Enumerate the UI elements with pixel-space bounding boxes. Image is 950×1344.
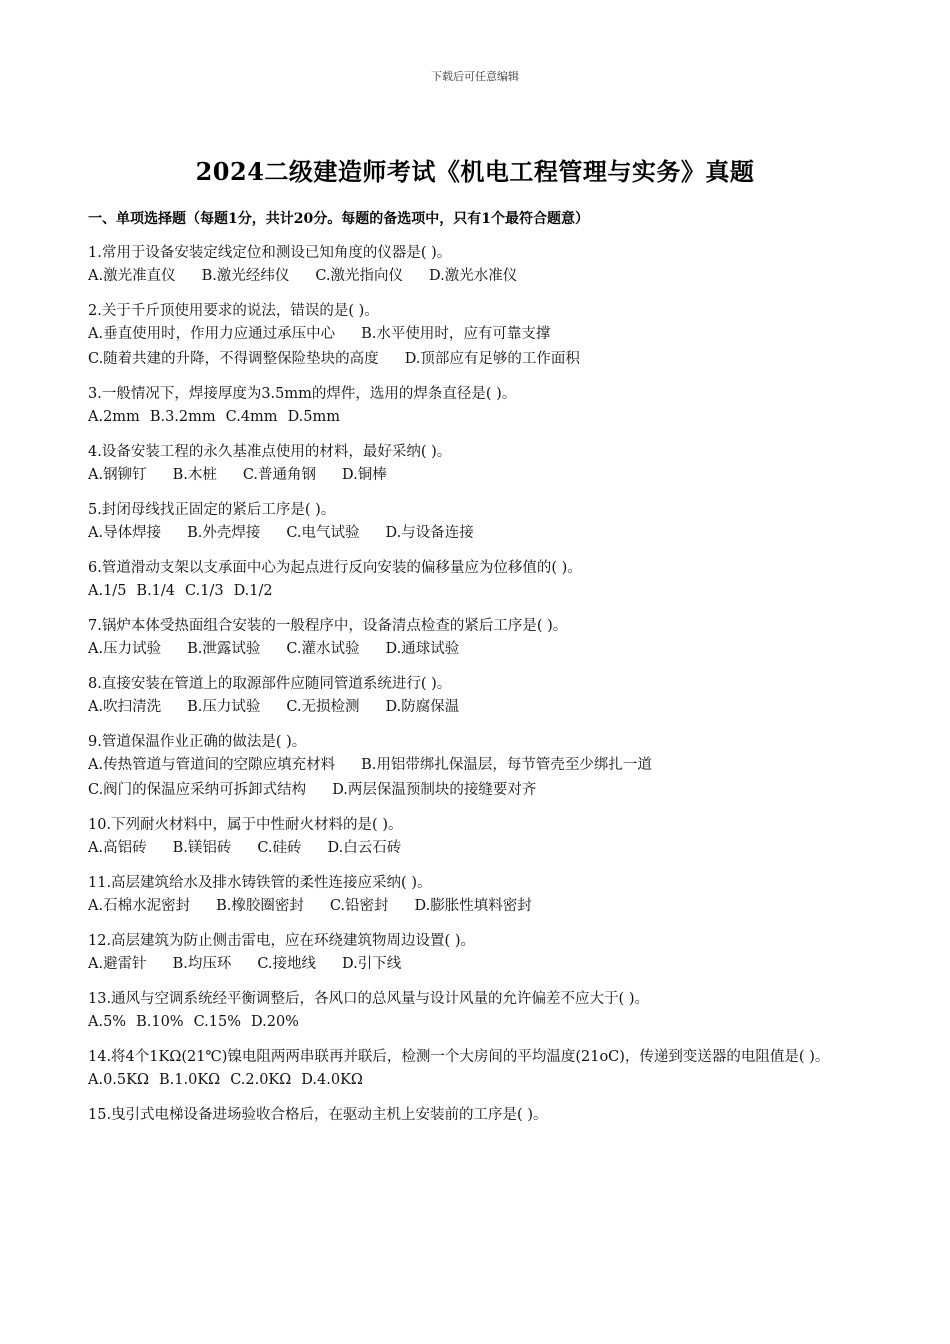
option-line [88,1010,873,1035]
answer-option: A.传热管道与管道间的空隙应填充材料 [88,757,336,773]
question-stem: 11.高层建筑给水及排水铸铁管的柔性连接应采纳( )。 [88,875,432,891]
answer-option: D.与设备连接 [385,525,474,541]
answer-option: A.石棉水泥密封 [88,898,191,914]
question-options [88,753,873,803]
answer-option: D.铜棒 [342,467,387,483]
answer-option: C.1/3 [185,583,224,599]
option-line [88,405,873,430]
question-stem: 8.直接安装在管道上的取源部件应随同管道系统进行( )。 [88,676,452,692]
answer-option: A.1/5 [88,583,127,599]
option-line [88,894,873,919]
question-stem: 9.管道保温作业正确的做法是( )。 [88,734,307,750]
answer-option: C.15% [193,1014,242,1030]
answer-option: D.20% [251,1014,299,1030]
option-line [88,521,873,546]
question-item [88,872,873,919]
answer-option: D.5mm [287,409,341,425]
option-line [88,1068,873,1093]
question-item [88,731,873,803]
answer-option: B.泄露试验 [187,641,261,657]
question-stem: 6.管道滑动支架以支承面中心为起点进行反向安装的偏移量应为位移值的( )。 [88,560,582,576]
question-options [88,521,873,546]
document-title: 2024二级建造师考试《机电工程管理与实务》真题 [195,157,755,186]
question-options [88,894,873,919]
question-stem: 5.封闭母线找正固定的紧后工序是( )。 [88,502,336,518]
question-options [88,264,873,289]
question-options [88,579,873,604]
answer-option: A.钢铆钉 [88,467,147,483]
option-line [88,637,873,662]
question-stem: 10.下列耐火材料中，属于中性耐火材料的是( )。 [88,817,403,833]
question-options [88,1010,873,1035]
option-line [88,836,873,861]
question-stem: 14.将4个1KΩ(21℃)镍电阻两两串联再并联后，检测一个大房间的平均温度(21oC)，传递到变送器的电阻值是( )。 [88,1049,830,1065]
question-item [88,383,873,430]
answer-option: D.白云石砖 [327,840,402,856]
answer-option: D.通球试验 [385,641,460,657]
answer-option: C.电气试验 [286,525,360,541]
option-line [88,322,873,347]
question-item [88,1046,873,1093]
answer-option: C.无损检测 [286,699,360,715]
answer-option: C.铅密封 [329,898,389,914]
question-options [88,637,873,662]
answer-option: A.2mm [88,409,140,425]
answer-option: B.10% [136,1014,184,1030]
answer-option: D.两层保温预制块的接缝要对齐 [332,782,537,798]
answer-option: C.2.0KΩ [230,1072,292,1088]
question-item [88,300,873,372]
answer-option: A.0.5KΩ [88,1072,149,1088]
question-stem: 2.关于千斤顶使用要求的说法，错误的是( )。 [88,303,379,319]
question-options [88,1068,873,1093]
option-line [88,753,873,778]
question-options [88,695,873,720]
question-options [88,405,873,430]
answer-option: A.压力试验 [88,641,162,657]
question-item [88,673,873,720]
answer-option: A.垂直使用时，作用力应通过承压中心 [88,326,336,342]
option-line [88,778,873,803]
question-item [88,557,873,604]
answer-option: B.木桩 [172,467,217,483]
option-line [88,264,873,289]
answer-option: D.顶部应有足够的工作面积 [404,351,580,367]
answer-option: C.阀门的保温应采纳可拆卸式结构 [88,782,307,798]
answer-option: B.3.2mm [149,409,216,425]
answer-option: D.引下线 [342,956,402,972]
answer-option: A.激光准直仪 [88,268,176,284]
answer-option: B.1/4 [136,583,176,599]
answer-option: A.吹扫清洗 [88,699,162,715]
answer-option: D.1/2 [233,583,273,599]
answer-option: D.激光水准仪 [429,268,518,284]
answer-option: C.硅砖 [257,840,302,856]
answer-option: C.接地线 [257,956,317,972]
question-item [88,930,873,977]
question-stem: 13.通风与空调系统经平衡调整后，各风口的总风量与设计风量的允许偏差不应大于( )。 [88,991,649,1007]
question-list [88,242,873,1137]
answer-option: C.灌水试验 [286,641,360,657]
answer-option: C.4mm [225,409,278,425]
question-stem: 1.常用于设备安装定线定位和测设已知角度的仪器是( )。 [88,245,452,261]
question-item [88,499,873,546]
answer-option: C.普通角钢 [242,467,317,483]
answer-option: D.膨胀性填料密封 [414,898,532,914]
question-item [88,441,873,488]
answer-option: A.避雷针 [88,956,147,972]
question-item [88,242,873,289]
answer-option: C.激光指向仪 [315,268,404,284]
answer-option: B.外壳焊接 [187,525,261,541]
answer-option: C.随着共建的升降，不得调整保险垫块的高度 [88,351,379,367]
question-options [88,836,873,861]
question-options [88,463,873,488]
answer-option: B.橡胶圈密封 [216,898,304,914]
question-item [88,615,873,662]
question-stem: 15.曳引式电梯设备进场验收合格后，在驱动主机上安装前的工序是( )。 [88,1107,548,1123]
question-stem: 12.高层建筑为防止侧击雷电，应在环绕建筑物周边设置( )。 [88,933,475,949]
question-stem: 7.锅炉本体受热面组合安装的一般程序中，设备清点检查的紧后工序是( )。 [88,618,568,634]
question-item [88,814,873,861]
answer-option: A.5% [88,1014,127,1030]
option-line [88,579,873,604]
question-options [88,952,873,977]
option-line [88,347,873,372]
header-note: 下载后可任意编辑 [431,70,519,83]
answer-option: B.压力试验 [187,699,261,715]
answer-option: B.镁铝砖 [172,840,232,856]
question-stem: 3.一般情况下，焊接厚度为3.5mm的焊件，选用的焊条直径是( )。 [88,386,517,402]
answer-option: B.水平使用时，应有可靠支撑 [361,326,551,342]
answer-option: B.激光经纬仪 [201,268,290,284]
answer-option: A.高铝砖 [88,840,147,856]
question-stem: 4.设备安装工程的永久基准点使用的材料，最好采纳( )。 [88,444,452,460]
option-line [88,952,873,977]
answer-option: A.导体焊接 [88,525,162,541]
answer-option: B.用铝带绑扎保温层，每节管壳至少绑扎一道 [361,757,652,773]
question-item [88,1104,873,1126]
answer-option: D.4.0KΩ [301,1072,363,1088]
answer-option: B.均压环 [172,956,232,972]
answer-option: D.防腐保温 [385,699,460,715]
section-heading: 一、单项选择题（每题1分，共计20分。每题的备选项中，只有1个最符合题意） [88,211,589,227]
option-line [88,463,873,488]
question-item [88,988,873,1035]
option-line [88,695,873,720]
question-options [88,322,873,372]
answer-option: B.1.0KΩ [159,1072,221,1088]
